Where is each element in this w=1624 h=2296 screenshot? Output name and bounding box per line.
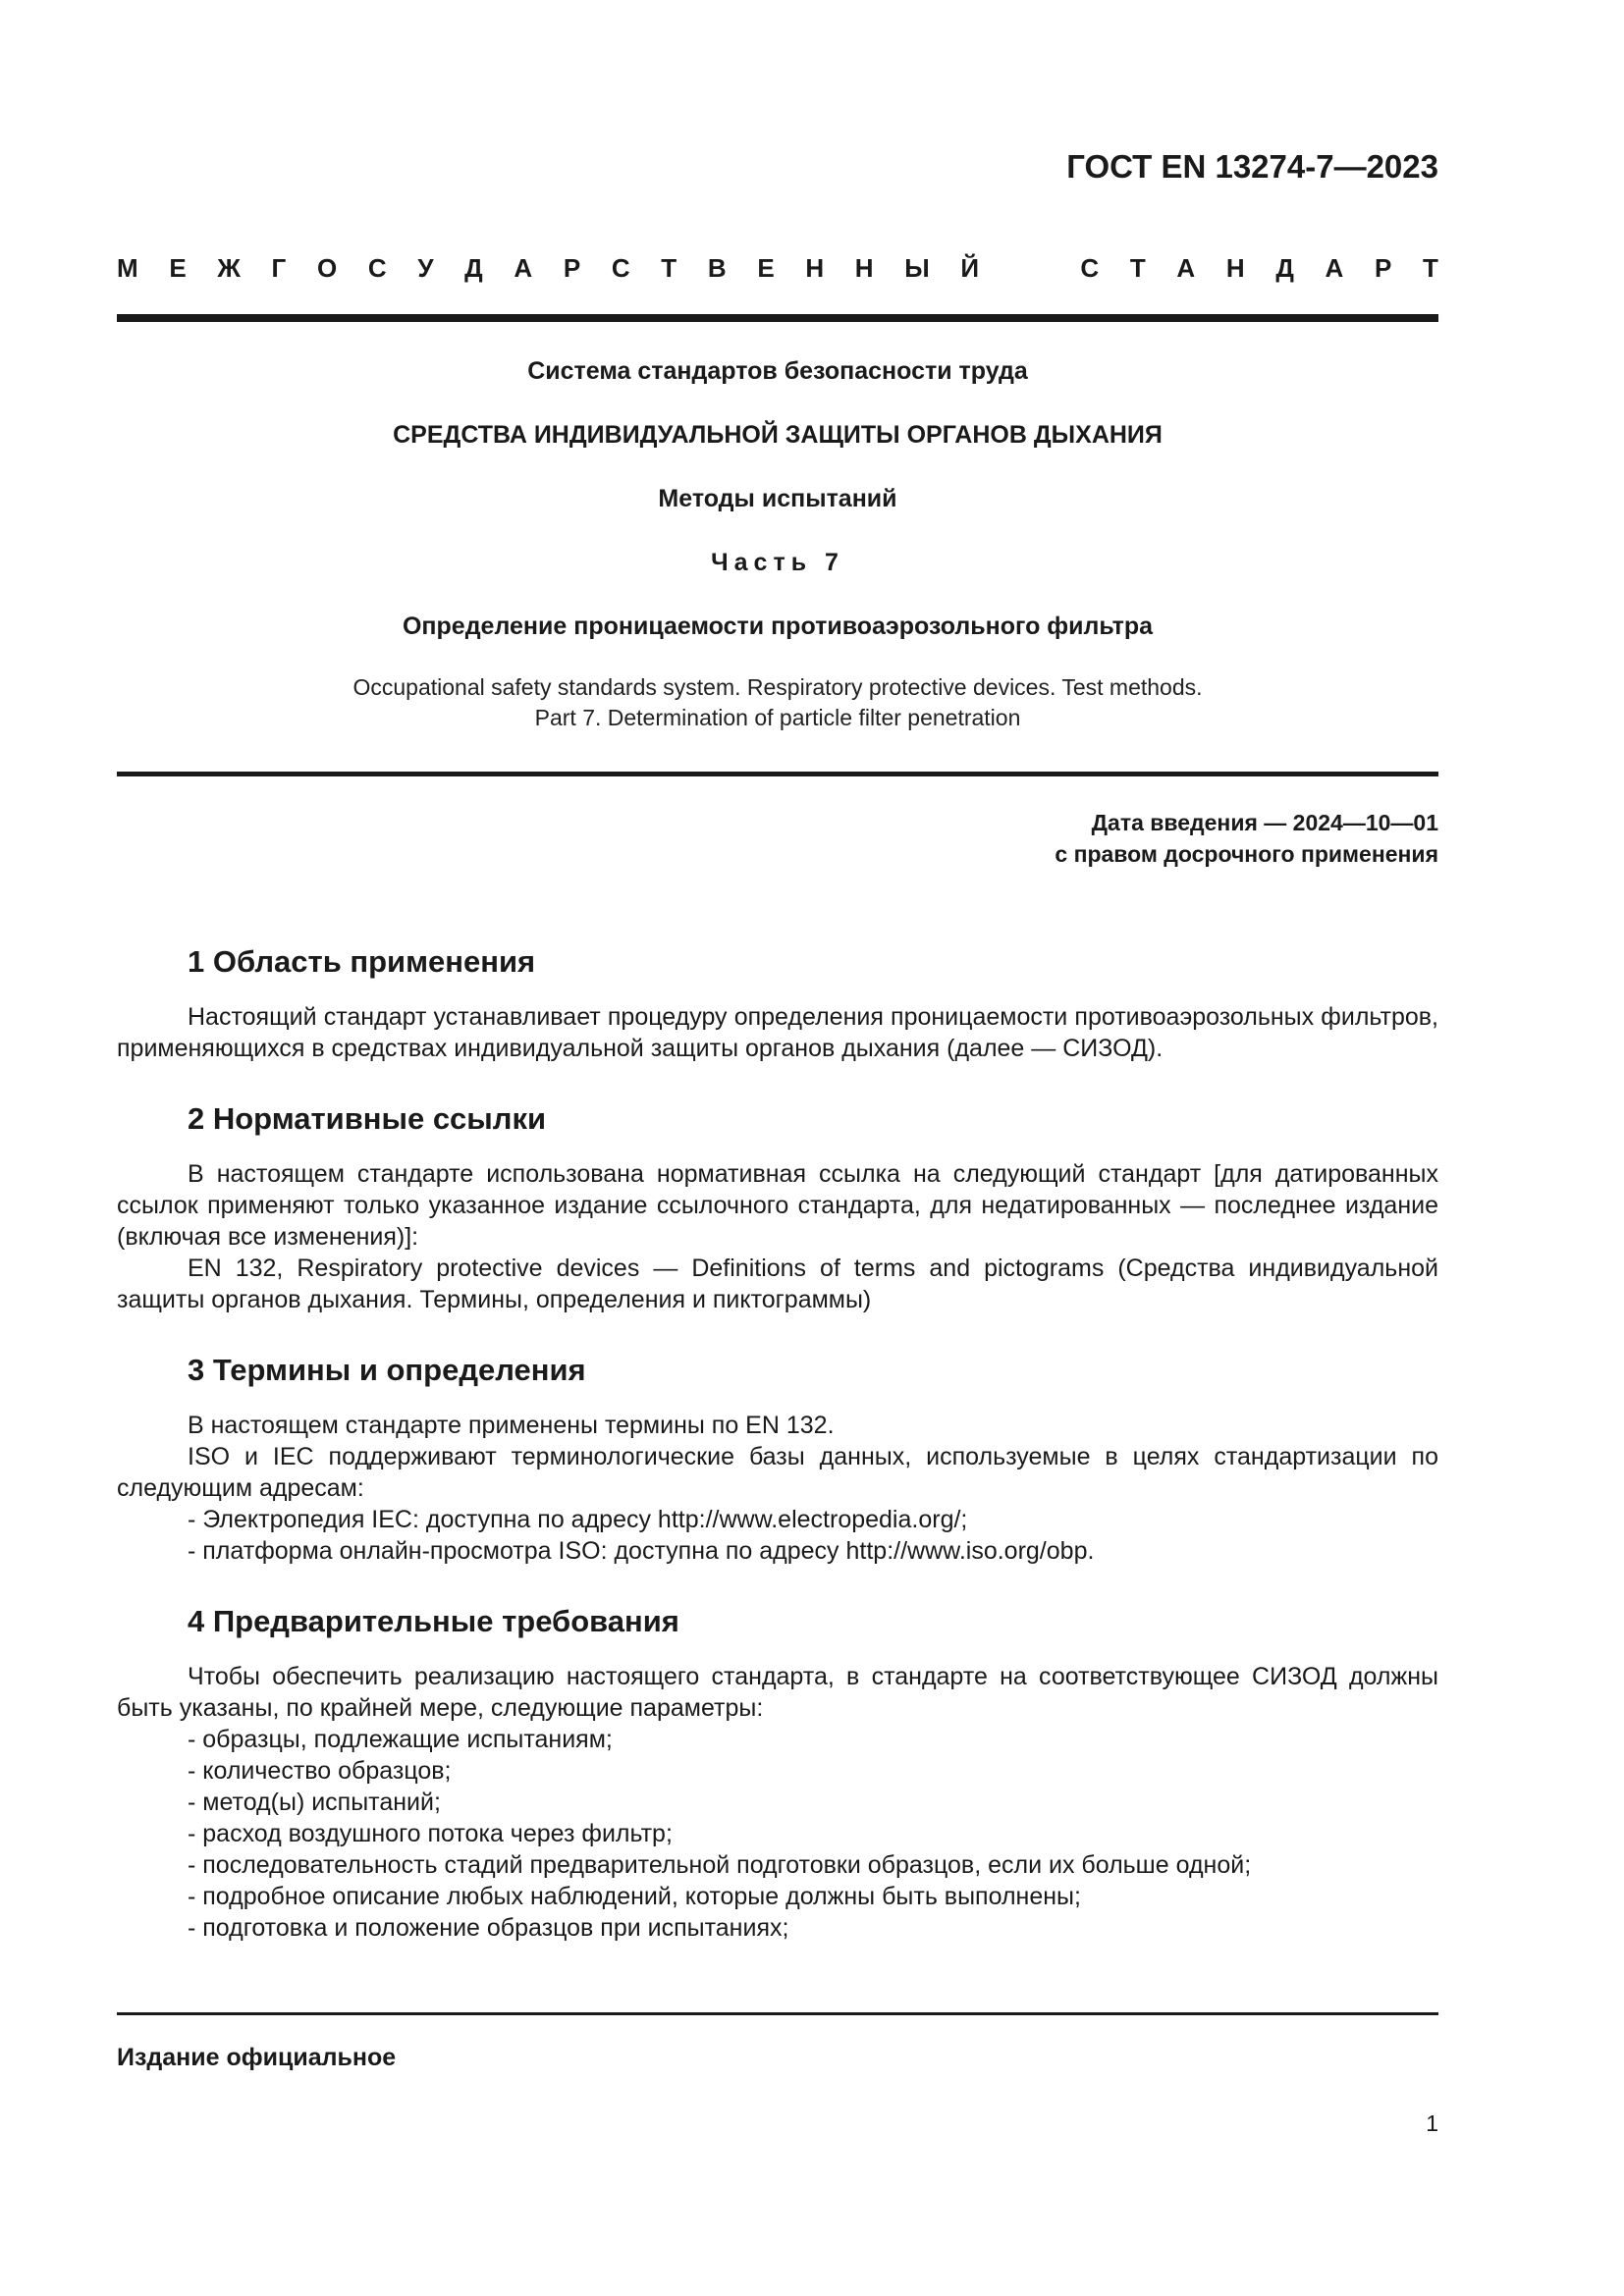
paragraph: В настоящем стандарте использована нормативная ссылка на следующий стандарт [для датированных ссылок применяют только указанное издание ссылочного стандарта, для недатированных — последнее издание (включая все изменения)]: [117,1160,1438,1251]
banner-letter: Н [1225,253,1245,283]
title-english [117,672,1438,733]
title-part: Часть 7 [711,549,844,576]
footer-divider [117,2012,1438,2015]
list-item: - метод(ы) испытаний; [188,1789,441,1816]
early-application-line: с правом досрочного применения [1055,841,1438,867]
banner-letter: А [514,253,533,283]
banner-letter: Д [1275,253,1294,283]
banner-letter: С [1080,253,1100,283]
banner-word-gap [1010,251,1050,285]
list-item: - платформа онлайн-просмотра ISO: доступна по адресу http://www.iso.org/obp. [188,1537,1095,1565]
banner-letter: С [367,253,387,283]
banner-letter: А [1325,253,1344,283]
section-heading: 2 Нормативные ссылки [188,1101,547,1136]
section-normative-references [117,1099,1438,1315]
banner-letter: Т [661,253,677,283]
banner-letter: С [611,253,630,283]
section-prerequisites [117,1602,1438,1944]
list-item: - подготовка и положение образцов при испытаниях; [188,1914,789,1942]
document-page [117,0,1438,2296]
banner-letter: У [417,253,434,283]
banner-letter: Д [464,253,483,283]
section-terms-definitions [117,1351,1438,1567]
paragraph: EN 132, Respiratory protective devices — Definitions of terms and pictograms (Средства индивидуальной защиты органов дыхания. Термины, определения и пиктограммы) [117,1255,1438,1313]
title-main: СРЕДСТВА ИНДИВИДУАЛЬНОЙ ЗАЩИТЫ ОРГАНОВ ДЫХАНИЯ [393,421,1163,449]
banner-letter: Е [169,253,187,283]
banner-letter: Г [271,253,287,283]
paragraph: ISO и IEC поддерживают терминологические базы данных, используемые в целях стандартизации по следующим адресам: [117,1443,1438,1502]
introduction-date [1055,807,1438,870]
list-item: - образцы, подлежащие испытаниям; [188,1726,613,1753]
section-scope [117,942,1438,1064]
paragraph: Чтобы обеспечить реализацию настоящего стандарта, в стандарте на соответствующее СИЗОД должны быть указаны, по крайней мере, следующие параметры: [117,1663,1438,1722]
title-definition: Определение проницаемости противоаэрозольного фильтра [402,613,1154,640]
paragraph: В настоящем стандарте применены термины по EN 132. [188,1412,835,1439]
list-item: - расход воздушного потока через фильтр; [188,1820,673,1847]
banner-letter: Т [1129,253,1146,283]
banner-letter: Н [854,253,874,283]
list-item: - подробное описание любых наблюдений, которые должны быть выполнены; [188,1883,1081,1910]
section-heading: 4 Предварительные требования [188,1604,679,1638]
list-item: - последовательность стадий предварительной подготовки образцов, если их больше одной; [188,1851,1252,1879]
banner-letter: Р [1374,253,1392,283]
list-item: - Электропедия IEC: доступна по адресу http://www.electropedia.org/; [188,1506,968,1533]
banner-letter: А [1176,253,1196,283]
banner-letter: Ж [217,253,241,283]
official-edition-label: Издание официальное [117,2044,397,2071]
banner-letter: Ы [904,253,930,283]
section-heading: 1 Область применения [188,944,536,979]
banner-letter: Н [805,253,825,283]
document-number: ГОСТ EN 13274-7—2023 [1066,148,1438,185]
banner-letter: Й [960,253,980,283]
banner-letter: В [707,253,727,283]
list-item: - количество образцов; [188,1757,452,1785]
interstate-standard-banner [117,251,1438,285]
section-heading: 3 Термины и определения [188,1353,586,1387]
banner-letter: Е [757,253,775,283]
banner-letter: М [117,253,138,283]
banner-letter: Т [1423,253,1438,283]
title-methods: Методы испытаний [658,485,897,512]
paragraph: Настоящий стандарт устанавливает процедуру определения проницаемости противоаэрозольных фильтров, применяющихся в средствах индивидуальной защиты органов дыхания (далее — СИЗОД). [117,1003,1438,1062]
top-divider [117,314,1438,322]
document-body [117,942,1438,1979]
banner-letter: Р [563,253,581,283]
title-english-line: Occupational safety standards system. Respiratory protective devices. Test methods. [352,674,1203,700]
page-number: 1 [1426,2110,1438,2136]
title-divider [117,772,1438,776]
introduction-date-line: Дата введения — 2024—10—01 [1091,810,1438,835]
banner-letter: О [316,253,338,283]
title-system: Система стандартов безопасности труда [527,357,1028,385]
title-english-line: Part 7. Determination of particle filter penetration [534,705,1021,730]
